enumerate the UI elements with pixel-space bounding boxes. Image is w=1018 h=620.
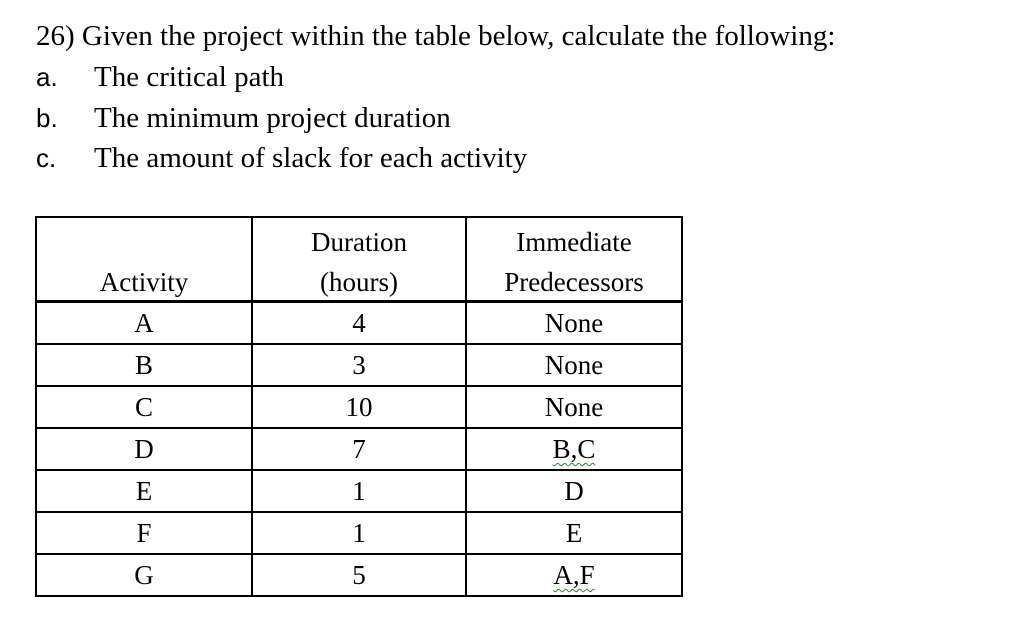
cell-predecessors <box>466 428 682 470</box>
activity-table <box>35 216 683 597</box>
predecessors-text: B,C <box>552 434 596 464</box>
table-row <box>36 386 682 428</box>
cell-activity: G <box>36 554 252 596</box>
table-header-row <box>36 217 682 302</box>
cell-duration: 4 <box>252 302 466 345</box>
list-item-text: The critical path <box>94 61 285 93</box>
cell-predecessors: None <box>466 386 682 428</box>
cell-activity: B <box>36 344 252 386</box>
list-marker: a. <box>36 62 58 92</box>
table-row <box>36 470 682 512</box>
cell-predecessors: D <box>466 470 682 512</box>
table-row <box>36 428 682 470</box>
list-item-text: The minimum project duration <box>94 102 451 134</box>
header-predecessors-line2: Predecessors <box>504 267 644 297</box>
cell-activity: D <box>36 428 252 470</box>
cell-duration: 1 <box>252 470 466 512</box>
cell-predecessors <box>466 554 682 596</box>
cell-duration: 3 <box>252 344 466 386</box>
cell-duration: 1 <box>252 512 466 554</box>
header-duration-line2: (hours) <box>320 267 398 297</box>
predecessors-text: A,F <box>553 560 595 590</box>
cell-activity: F <box>36 512 252 554</box>
header-duration-line1: Duration <box>311 227 407 257</box>
cell-predecessors: None <box>466 344 682 386</box>
list-marker: b. <box>36 103 58 133</box>
table-row <box>36 302 682 345</box>
table-row <box>36 512 682 554</box>
header-activity-line2: Activity <box>99 267 189 297</box>
header-predecessors <box>466 217 682 302</box>
header-predecessors-line1: Immediate <box>516 227 632 257</box>
question-text: 26) Given the project within the table below, calculate the following: <box>36 20 836 52</box>
list-item-text: The amount of slack for each activity <box>94 142 528 174</box>
cell-activity: C <box>36 386 252 428</box>
cell-duration: 7 <box>252 428 466 470</box>
cell-duration: 10 <box>252 386 466 428</box>
cell-predecessors: E <box>466 512 682 554</box>
header-activity <box>36 217 252 302</box>
cell-predecessors: None <box>466 302 682 345</box>
list-marker: c. <box>36 143 57 173</box>
table-row <box>36 554 682 596</box>
cell-activity: E <box>36 470 252 512</box>
header-duration <box>252 217 466 302</box>
cell-activity: A <box>36 302 252 345</box>
table-row <box>36 344 682 386</box>
cell-duration: 5 <box>252 554 466 596</box>
